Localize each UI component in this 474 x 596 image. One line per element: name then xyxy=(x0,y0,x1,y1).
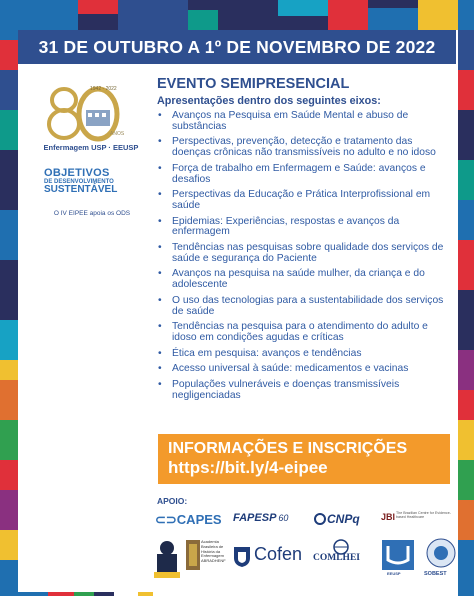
apoio-label: APOIO: xyxy=(157,496,188,506)
axis-item: • Tendências na pesquisa para o atendimento do adulto e idoso em condições agudas e críticas xyxy=(157,322,447,344)
event-date-title: 31 DE OUTUBRO A 1º DE NOVEMBRO DE 2022 xyxy=(38,37,436,57)
jbi-caption: The Brazilian Centre for Evidence-based Healthcare xyxy=(396,511,451,520)
eeusp-logo-icon xyxy=(382,540,414,570)
top-mosaic-border xyxy=(18,0,458,30)
event-subtitle: Apresentações dentro dos seguintes eixos: xyxy=(157,95,381,107)
capes-logo: ⊂⊃CAPES xyxy=(155,512,222,527)
ods-note: O IV EIPEE apoia os ODS xyxy=(53,210,131,217)
cnpq-icon xyxy=(314,513,326,525)
right-mosaic-border xyxy=(458,0,474,596)
cofen-logo: Cofen xyxy=(254,544,303,564)
registration-link[interactable]: https://bit.ly/4-eipee xyxy=(168,458,328,477)
info-title: INFORMAÇÕES E INSCRIÇÕES xyxy=(168,440,408,457)
capes-icon: ⊂⊃ xyxy=(155,512,177,527)
axis-item: • Avanços na pesquisa na saúde mulher, da criança e do adolescente xyxy=(157,269,447,291)
axis-item: • Populações vulneráveis e doenças transmissíveis negligenciadas xyxy=(157,380,447,402)
axis-item: • Perspectivas, prevenção, detecção e tratamento das doenças crônicas não transmissíveis no adulto e no idoso xyxy=(157,137,447,159)
axis-item: • O uso das tecnologias para a sustentabilidade dos serviços de saúde xyxy=(157,296,447,318)
aben-caption: Academia Brasileira de História da Enfermagem ABRADHENF xyxy=(201,539,226,564)
aben-logo-icon xyxy=(154,538,180,578)
axis-item: • Avanços na Pesquisa em Saúde Mental e abuso de substâncias xyxy=(157,111,447,133)
cnpq-logo: CNPq xyxy=(314,512,360,526)
axis-item: • Acesso universal à saúde: medicamentos e vacinas xyxy=(157,364,447,375)
axis-item: • Tendências nas pesquisas sobre qualidade dos serviços de saúde e segurança do Paciente xyxy=(157,243,447,265)
ods-line-2: DE DESENVOLVIMENTO xyxy=(44,179,114,185)
fapesp-logo: FAPESP 60 xyxy=(233,512,289,524)
axis-item: • Perspectivas da Educação e Prática Interprofissional em saúde xyxy=(157,190,447,212)
logo-building xyxy=(86,110,110,126)
axes-list xyxy=(157,111,447,406)
cofen-shield-icon xyxy=(233,546,251,568)
sobest-logo: SOBEST xyxy=(424,571,447,577)
eeusp-caption: EEUSP xyxy=(387,571,401,576)
event-title: EVENTO SEMIPRESENCIAL xyxy=(157,76,350,92)
logo-years: 1942 - 2022 xyxy=(90,86,117,92)
comlhei-logo: COMLHEI xyxy=(313,553,360,563)
logo-anos: ANOS xyxy=(110,131,125,137)
logo-ring-8-top xyxy=(52,89,76,111)
ods-logo xyxy=(44,168,134,195)
sobest-emblem-icon xyxy=(426,537,456,569)
logo-caption: Enfermagem USP · EEUSP xyxy=(43,143,139,152)
logo-ring-8-bottom xyxy=(49,110,79,138)
abradhenf-emblem-icon xyxy=(186,540,200,570)
jbi-logo: JBI xyxy=(381,512,396,522)
ods-line-3: SUSTENTÁVEL xyxy=(44,184,118,195)
axis-item: • Força de trabalho em Enfermagem e Saúde: avanços e desafios xyxy=(157,164,447,186)
axis-item: • Ética em pesquisa: avanços e tendências xyxy=(157,349,447,360)
axis-item: • Epidemias: Experiências, respostas e avanços da enfermagem xyxy=(157,217,447,239)
left-mosaic-border xyxy=(0,0,18,596)
ods-line-1: OBJETIVOS xyxy=(44,167,110,179)
